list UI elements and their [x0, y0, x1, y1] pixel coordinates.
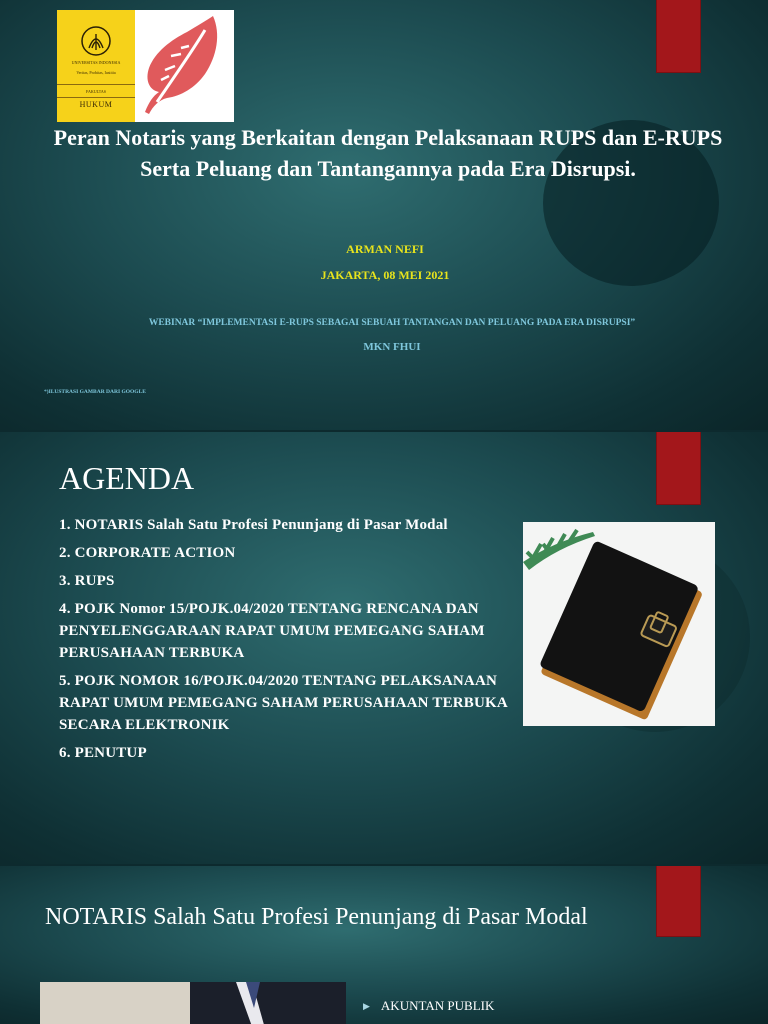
triangle-bullet-icon: ▶ [363, 1000, 370, 1011]
logo-faculty-text: FAKULTAS [86, 89, 106, 94]
notaris-slide [0, 866, 768, 1024]
bullet-list [363, 998, 494, 1014]
webinar-title: WEBINAR “IMPLEMENTASI E-RUPS SEBAGAI SEBUAH TANTANGAN DAN PELUANG PADA ERA DISRUPSI” [148, 318, 636, 328]
feather-icon [135, 10, 234, 122]
agenda-item: 2. CORPORATE ACTION [59, 545, 236, 561]
agenda-item: 1. NOTARIS Salah Satu Profesi Penunjang di Pasar Modal [59, 517, 448, 533]
notebook-photo [523, 522, 715, 726]
presentation-title: Peran Notaris yang Berkaitan dengan Pelaksanaan RUPS dan E-RUPS Serta Peluang dan Tantangannya pada Era Disrupsi. [53, 125, 723, 181]
agenda-item: 5. POJK NOMOR 16/POJK.04/2020 TENTANG PELAKSANAAN RAPAT UMUM PEMEGANG SAHAM PERUSAHAAN TERBUKA SECARA ELEKTRONIK [59, 673, 508, 733]
logo-hukum-text: HUKUM [79, 100, 113, 109]
agenda-item: 6. PENUTUP [59, 745, 147, 761]
business-photo [40, 982, 346, 1024]
red-accent-tab [657, 432, 700, 504]
bullet-text: AKUNTAN PUBLIK [380, 998, 495, 1013]
title-slide [0, 0, 768, 430]
agenda-item: 4. POJK Nomor 15/POJK.04/2020 TENTANG RENCANA DAN PENYELENGGARAAN RAPAT UMUM PEMEGANG SAHAM PERUSAHAAN TERBUKA [59, 601, 485, 661]
bullet-item [363, 998, 494, 1014]
slide-title: NOTARIS Salah Satu Profesi Penunjang di Pasar Modal [45, 904, 588, 930]
makara-emblem-icon [79, 24, 113, 58]
logo-motto-text: Veritas, Probitas, Iustitia [76, 70, 116, 75]
author-name: ARMAN NEFI [346, 242, 424, 256]
organizer: MKN FHUI [363, 341, 421, 353]
agenda-list [59, 514, 521, 770]
faculty-of-law-logo [57, 10, 135, 122]
place-date: JAKARTA, 08 MEI 2021 [320, 268, 450, 282]
agenda-item: 3. RUPS [59, 573, 115, 589]
agenda-slide [0, 432, 768, 864]
illustration-note: *)ILUSTRASI GAMBAR DARI GOOGLE [44, 389, 146, 395]
feather-logo [135, 10, 234, 122]
businessman-icon [40, 982, 346, 1024]
red-accent-tab [657, 0, 700, 72]
agenda-heading: AGENDA [59, 460, 195, 496]
notebook-icon [523, 522, 715, 726]
logo-university-text: UNIVERSITAS INDONESIA [71, 60, 121, 65]
red-accent-tab [657, 866, 700, 936]
